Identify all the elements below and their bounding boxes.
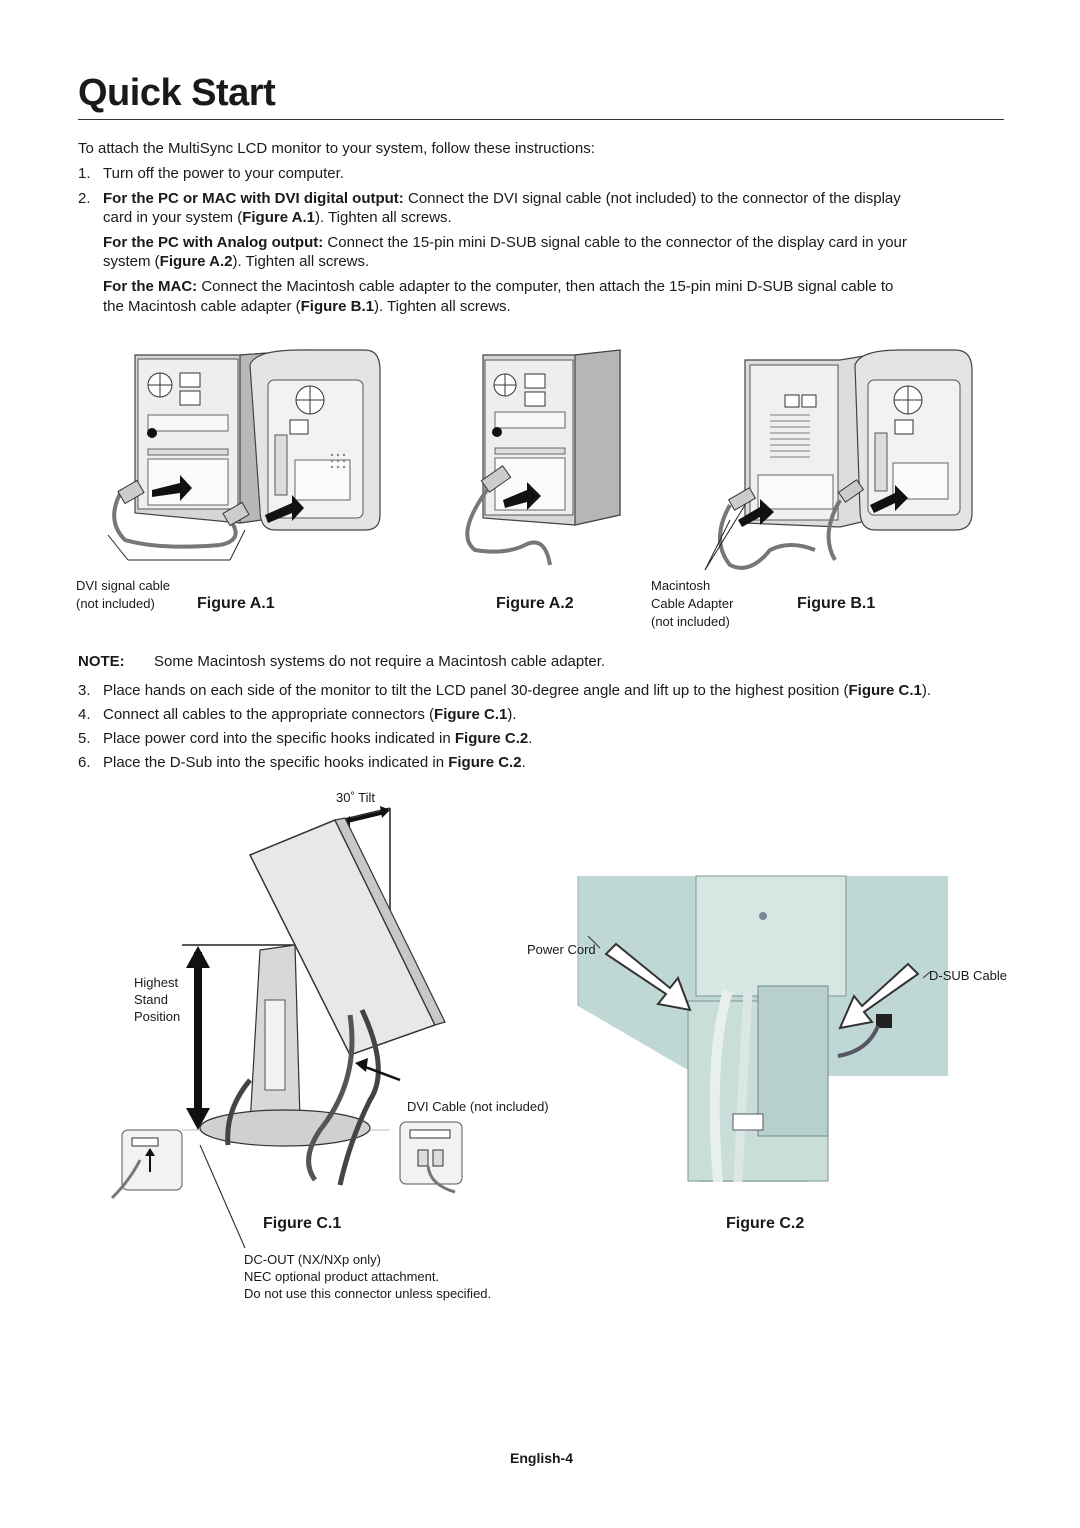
figure-c1-dcout-2: NEC optional product attachment. xyxy=(244,1269,440,1284)
figure-c1-highest-1: Highest xyxy=(134,975,179,990)
step-2b-line-2 xyxy=(103,252,369,272)
figure-a1-title: Figure A.1 xyxy=(197,595,275,612)
step-4-body: Connect all cables to the appropriate connectors ( xyxy=(103,706,435,723)
step-2c-line-1 xyxy=(103,277,893,297)
figure-a1-illustration xyxy=(100,345,390,575)
figure-c2-dsub-label: D-SUB Cable xyxy=(929,968,1008,983)
figure-b1-illustration xyxy=(690,345,990,580)
step-2c-bold: For the MAC: xyxy=(103,278,198,295)
title-rule xyxy=(78,119,1004,120)
figure-a2-illustration xyxy=(455,350,635,575)
step-6-number: 6. xyxy=(78,754,91,771)
step-2-line-1 xyxy=(103,189,901,209)
figure-c2-title: Figure C.2 xyxy=(726,1215,805,1232)
page-title: Quick Start xyxy=(78,72,276,114)
figure-c1-highest-3: Position xyxy=(134,1009,181,1024)
step-3-figure-ref: Figure C.1 xyxy=(848,682,922,699)
figure-b1-caption-2: Cable Adapter xyxy=(651,596,734,611)
step-2b-text-a: Connect the 15-pin mini D-SUB signal cable to the connector of the display card in your xyxy=(323,234,907,251)
step-5-body: Place power cord into the specific hooks indicated in xyxy=(103,730,455,747)
step-6-body: Place the D-Sub into the specific hooks indicated in xyxy=(103,754,449,771)
step-2c-figure-ref: Figure B.1 xyxy=(300,298,374,315)
figure-c2-power-label: Power Cord xyxy=(527,942,596,957)
figure-b1-title: Figure B.1 xyxy=(797,595,876,612)
step-5-text xyxy=(103,729,532,749)
step-2b-line-1 xyxy=(103,233,907,253)
step-2b-text-c: ). Tighten all screws. xyxy=(232,253,370,270)
step-2-text-a: Connect the DVI signal cable (not included) to the connector of the display xyxy=(403,190,901,207)
figure-c1-title: Figure C.1 xyxy=(263,1215,342,1232)
step-2c-text-c: ). Tighten all screws. xyxy=(373,298,511,315)
step-3-text xyxy=(103,681,931,701)
figure-c1-dcout-1: DC-OUT (NX/NXp only) xyxy=(244,1252,382,1267)
step-6-end: . xyxy=(521,754,526,771)
step-4-figure-ref: Figure C.1 xyxy=(434,706,508,723)
step-2c-line-2 xyxy=(103,297,511,317)
step-6-figure-ref: Figure C.2 xyxy=(448,754,522,771)
figure-c2-photo xyxy=(578,876,948,1182)
step-4-text xyxy=(103,705,517,725)
step-5-figure-ref: Figure C.2 xyxy=(454,730,529,747)
step-6-text xyxy=(103,753,526,773)
step-2b-figure-ref: Figure A.2 xyxy=(159,253,233,270)
step-3-number: 3. xyxy=(78,682,91,699)
page-footer: English-4 xyxy=(510,1450,574,1466)
step-2-number: 2. xyxy=(78,190,91,207)
step-2b-bold: For the PC with Analog output: xyxy=(103,234,324,251)
step-5-end: . xyxy=(528,730,533,747)
step-3-end: ). xyxy=(921,682,932,699)
step-2-bold: For the PC or MAC with DVI digital output: xyxy=(103,190,404,207)
figure-c1-dvi-label: DVI Cable (not included) xyxy=(407,1099,549,1114)
figure-a1-caption-1: DVI signal cable xyxy=(76,578,170,593)
figure-c1-tilt-label: 30˚ Tilt xyxy=(336,790,376,805)
step-2-text-b: card in your system ( xyxy=(103,209,243,226)
step-5-number: 5. xyxy=(78,730,91,747)
note-text: Some Macintosh systems do not require a Macintosh cable adapter. xyxy=(154,653,606,670)
figure-c1-dcout-3: Do not use this connector unless specified. xyxy=(244,1286,492,1301)
step-3-body: Place hands on each side of the monitor to tilt the LCD panel 30-degree angle and lift up to the highest position ( xyxy=(103,682,849,699)
figure-c1-highest-2: Stand xyxy=(134,992,168,1007)
figure-c1-illustration xyxy=(100,800,580,1200)
figure-a2-title: Figure A.2 xyxy=(496,595,574,612)
step-4-number: 4. xyxy=(78,706,91,723)
step-2-line-2 xyxy=(103,208,452,228)
step-2-figure-ref: Figure A.1 xyxy=(242,209,316,226)
step-2c-text-b: the Macintosh cable adapter ( xyxy=(103,298,301,315)
figure-b1-caption-3: (not included) xyxy=(651,614,730,629)
intro-text: To attach the MultiSync LCD monitor to your system, follow these instructions: xyxy=(78,140,595,157)
figure-a1-caption-2: (not included) xyxy=(76,596,155,611)
step-2b-text-b: system ( xyxy=(103,253,160,270)
step-2c-text-a: Connect the Macintosh cable adapter to the computer, then attach the 15-pin mini D-SUB signal cable to xyxy=(197,278,894,295)
note-label: NOTE: xyxy=(78,653,125,670)
step-2-text-c: ). Tighten all screws. xyxy=(315,209,452,226)
step-1-number: 1. xyxy=(78,165,91,182)
step-1-text: Turn off the power to your computer. xyxy=(103,165,344,182)
step-4-end: ). xyxy=(507,706,517,723)
figure-b1-caption-1: Macintosh xyxy=(651,578,711,593)
